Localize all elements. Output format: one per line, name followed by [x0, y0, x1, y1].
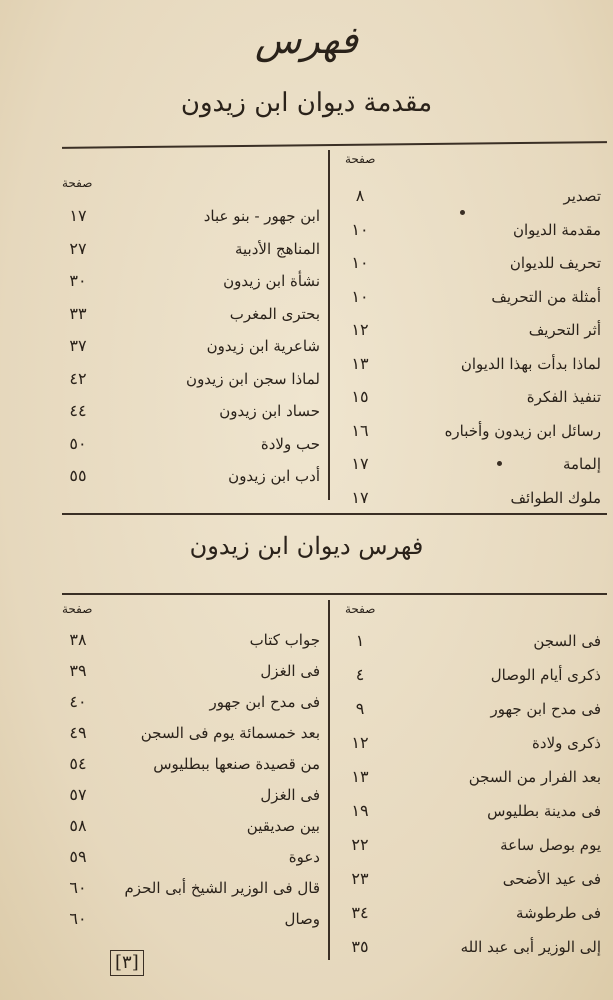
- toc-entry-title: بعد خمسمائة يوم فى السجن: [140, 724, 320, 742]
- toc-entry-page: ٣٥: [351, 937, 369, 956]
- toc-entry-page: ٦٠: [69, 878, 87, 897]
- toc-entry-title: ذكرى أيام الوصال: [490, 666, 601, 684]
- toc-entry-title: فى مدح ابن جهور: [209, 693, 320, 711]
- toc-entry-page: ١٦: [351, 420, 369, 440]
- toc-entry-title: رسائل ابن زيدون وأخباره: [444, 421, 601, 440]
- toc-entry-page: ٢٣: [351, 869, 369, 888]
- toc-entry-title: شاعرية ابن زيدون: [206, 337, 320, 355]
- toc-entry-page: ١٣: [351, 767, 369, 786]
- toc-entry-title: إلمامة: [562, 455, 601, 473]
- toc-entry-title: جواب كتاب: [249, 631, 320, 649]
- toc-entry-title: نشأة ابن زيدون: [223, 272, 320, 290]
- page-number: [٣]: [110, 950, 144, 976]
- toc-entry-page: ٩: [355, 699, 365, 718]
- toc-entry-title: أمثلة من التحريف: [491, 287, 601, 306]
- toc-entry-title: قال فى الوزير الشيخ أبى الحزم: [124, 879, 320, 897]
- toc-entry-title: تصدير: [563, 187, 601, 205]
- toc-entry-page: ١٢: [351, 733, 369, 752]
- toc-entry-title: تنفيذ الفكرة: [526, 388, 601, 406]
- toc-entry-title: فى مدينة بطليوس: [487, 802, 601, 820]
- toc-entry-title: فى عيد الأضحى: [502, 870, 601, 888]
- toc-entry-title: لماذا بدأت بهذا الديوان: [460, 354, 601, 373]
- toc-entry-page: ٤: [355, 665, 365, 684]
- toc-entry-title: ملوك الطوائف: [510, 488, 601, 507]
- toc-entry-page: ٥٥: [69, 466, 87, 485]
- toc-entry-page: ٣٤: [351, 903, 369, 922]
- toc-entry-title: المناهج الأدبية: [234, 239, 320, 258]
- section1-heading: مقدمة ديوان ابن زيدون: [180, 88, 433, 118]
- toc-entry-page: ٣٧: [69, 336, 87, 355]
- toc-entry-page: ١٠: [351, 286, 369, 306]
- section2-heading: فهرس ديوان ابن زيدون: [189, 532, 424, 560]
- toc-entry-page: ٤٤: [69, 401, 87, 420]
- ink-dot: [497, 461, 502, 466]
- page-title: فهرس: [254, 18, 359, 62]
- toc-entry-page: ١٠: [351, 219, 369, 239]
- toc-entry-page: ١٥: [351, 387, 369, 406]
- toc-entry-page: ١٧: [351, 487, 369, 507]
- toc-entry-page: ٣٠: [69, 271, 87, 290]
- toc-entry-page: ٢٧: [69, 238, 87, 258]
- toc-entry-title: بين صديقين: [246, 817, 320, 835]
- toc-entry-page: ١٧: [351, 454, 369, 473]
- toc-entry-page: ٥٩: [69, 847, 87, 866]
- toc-entry-page: ٤٩: [69, 723, 87, 742]
- section1-right-page-label: صفحة: [345, 152, 376, 166]
- toc-entry-page: ٨: [355, 186, 365, 205]
- toc-entry-title: إلى الوزير أبى عبد الله: [460, 938, 601, 956]
- toc-entry-page: ١٣: [351, 353, 369, 373]
- toc-entry-page: ٥٤: [69, 754, 87, 773]
- toc-entry-title: فى الغزل: [260, 786, 320, 804]
- section1-top-rule: [62, 141, 607, 149]
- toc-entry-title: أدب ابن زيدون: [228, 467, 320, 485]
- toc-entry-page: ١٩: [351, 801, 369, 820]
- toc-entry-title: حب ولادة: [260, 434, 320, 453]
- toc-entry-title: فى السجن: [533, 632, 601, 650]
- toc-entry-page: ٣٣: [69, 303, 87, 323]
- section1-left-page-label: صفحة: [62, 176, 93, 190]
- toc-entry-page: ٥٨: [69, 816, 87, 835]
- toc-entry-title: وصال: [284, 910, 320, 928]
- section1-column-divider: [328, 150, 330, 500]
- toc-entry-title: بعد الفرار من السجن: [468, 768, 601, 786]
- toc-entry-title: من قصيدة صنعها ببطليوس: [153, 755, 320, 773]
- ink-dot: [460, 210, 465, 215]
- toc-entry-title: ابن جهور - بنو عباد: [203, 207, 320, 225]
- toc-entry-page: ٢٢: [351, 835, 369, 854]
- toc-entry-title: ذكرى ولادة: [532, 734, 601, 752]
- toc-entry-title: أثر التحريف: [528, 321, 601, 339]
- toc-entry-title: دعوة: [288, 848, 320, 866]
- toc-entry-page: ١٠: [351, 253, 369, 272]
- toc-entry-page: ٥٧: [69, 785, 87, 804]
- toc-entry-title: يوم بوصل ساعة: [500, 836, 601, 854]
- toc-entry-title: لماذا سجن ابن زيدون: [186, 369, 320, 388]
- toc-entry-title: فى الغزل: [260, 662, 320, 680]
- toc-entry-page: ٤٠: [69, 692, 87, 711]
- toc-entry-page: ١٢: [351, 320, 369, 339]
- toc-entry-title: فى طرطوشة: [516, 904, 601, 922]
- toc-entry-page: ١٧: [69, 206, 87, 225]
- toc-entry-page: ٣٨: [69, 630, 87, 649]
- toc-entry-page: ٥٠: [69, 433, 87, 453]
- toc-entry-page: ٣٩: [69, 661, 87, 680]
- section2-right-page-label: صفحة: [345, 602, 376, 616]
- section2-top-rule: [62, 593, 607, 595]
- toc-entry-title: حساد ابن زيدون: [219, 402, 320, 420]
- toc-entry-title: فى مدح ابن جهور: [490, 700, 601, 718]
- section-separator-rule: [62, 513, 607, 515]
- section2-left-page-label: صفحة: [62, 602, 93, 616]
- section2-column-divider: [328, 600, 330, 960]
- toc-entry-page: ٤٢: [69, 368, 87, 388]
- toc-entry-page: ١: [355, 631, 365, 650]
- toc-entry-page: ٦٠: [69, 909, 87, 928]
- toc-entry-title: تحريف للديوان: [509, 254, 601, 272]
- toc-entry-title: بحترى المغرب: [229, 304, 320, 323]
- toc-entry-title: مقدمة الديوان: [512, 220, 601, 239]
